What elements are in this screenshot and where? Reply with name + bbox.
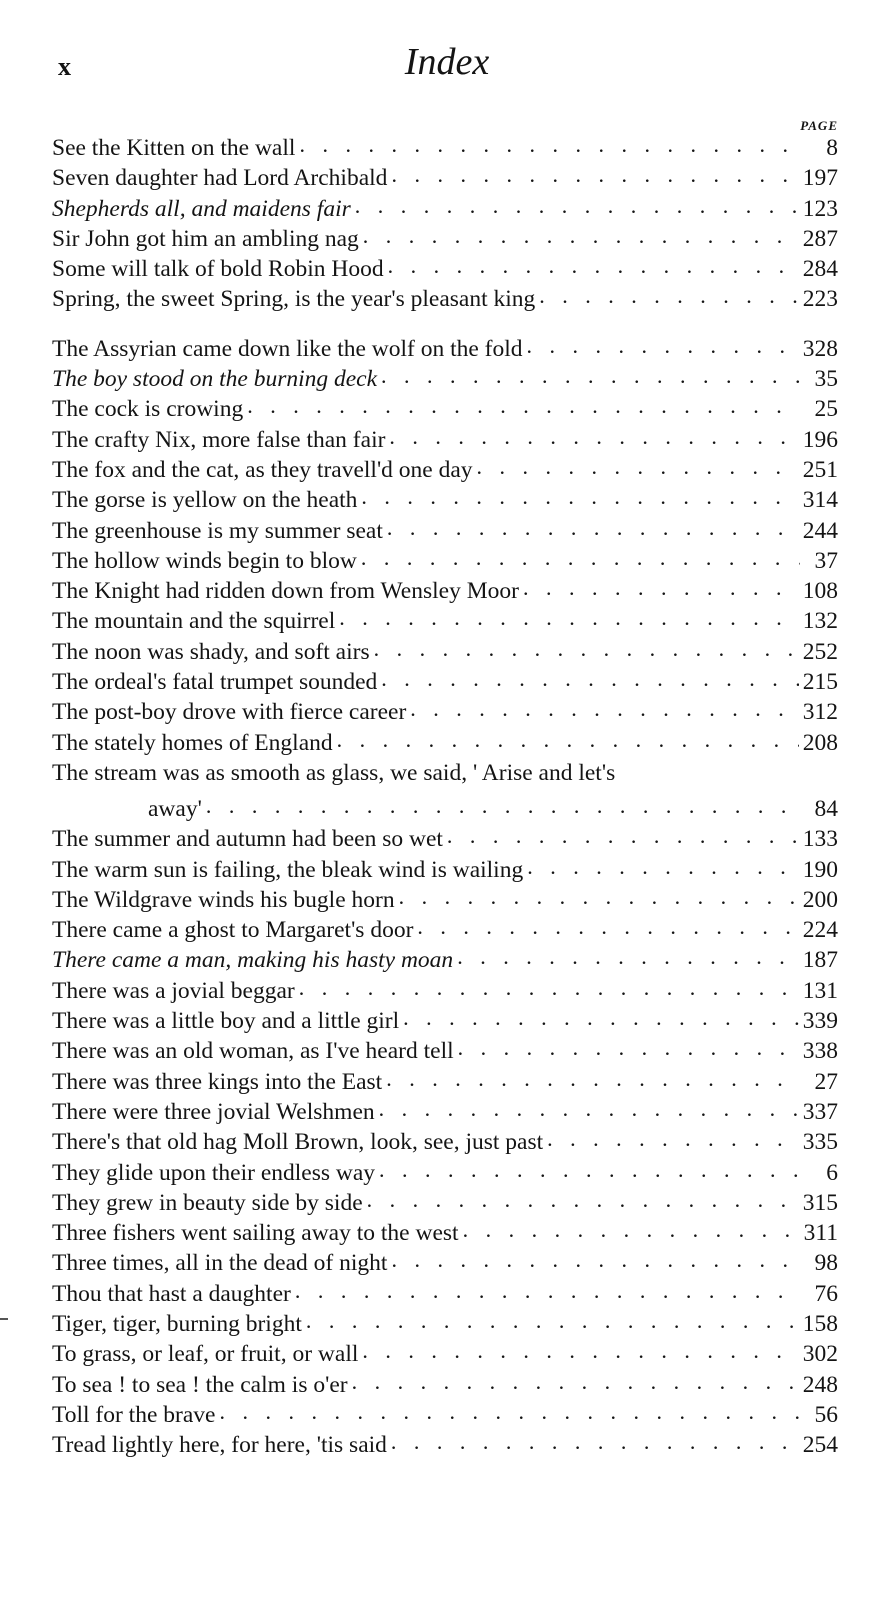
index-entry bbox=[52, 1368, 838, 1398]
entry-page: 76 bbox=[814, 1280, 838, 1307]
dot-leader bbox=[458, 1037, 799, 1065]
index-entry bbox=[52, 514, 838, 544]
entry-title: The fox and the cat, as they travell'd one day bbox=[52, 456, 473, 483]
entry-title: There's that old hag Moll Brown, look, see, just past bbox=[52, 1129, 544, 1156]
entry-title: The gorse is yellow on the heath bbox=[52, 487, 358, 514]
entry-page: 339 bbox=[802, 1008, 838, 1035]
index-entry bbox=[52, 575, 838, 605]
dot-leader bbox=[547, 1128, 799, 1156]
entry-page: 224 bbox=[802, 917, 838, 944]
dot-leader bbox=[295, 1280, 800, 1308]
entry-title: There was a jovial beggar bbox=[52, 977, 295, 1004]
entry-page: 108 bbox=[802, 578, 838, 605]
entry-page: 248 bbox=[802, 1371, 838, 1398]
index-entry bbox=[52, 1096, 838, 1126]
entry-page: 208 bbox=[802, 729, 838, 756]
entry-page: 314 bbox=[802, 487, 838, 514]
entry-title: Shepherds all, and maidens fair bbox=[52, 195, 351, 222]
page-column-header: PAGE bbox=[800, 118, 838, 133]
index-entry bbox=[52, 283, 838, 313]
dot-leader bbox=[379, 1098, 799, 1126]
index-entry bbox=[52, 192, 838, 222]
entry-title: The Wildgrave winds his bugle horn bbox=[52, 886, 395, 913]
dot-leader bbox=[389, 426, 798, 454]
entry-title: There were three jovial Welshmen bbox=[52, 1098, 375, 1125]
entry-page: 215 bbox=[802, 669, 838, 696]
dot-leader bbox=[388, 255, 799, 283]
entry-page: 244 bbox=[802, 517, 838, 544]
entry-page: 132 bbox=[802, 608, 838, 635]
entry-page: 190 bbox=[802, 856, 838, 883]
dot-leader bbox=[352, 1371, 799, 1399]
index-entry bbox=[52, 1247, 838, 1277]
entry-page: 37 bbox=[814, 547, 838, 574]
index-entry-continuation bbox=[52, 787, 838, 823]
dot-leader bbox=[527, 335, 799, 363]
entry-title: See the Kitten on the wall bbox=[52, 135, 296, 161]
entry-page: 6 bbox=[826, 1159, 838, 1186]
index-entry bbox=[52, 162, 838, 192]
entry-page: 302 bbox=[802, 1341, 838, 1368]
index-entry bbox=[52, 884, 838, 914]
index-entry bbox=[52, 726, 838, 756]
index-entry bbox=[52, 635, 838, 665]
entry-title: The stately homes of England bbox=[52, 729, 333, 756]
entry-page: 197 bbox=[802, 165, 838, 192]
index-entry bbox=[52, 132, 838, 162]
page-header bbox=[0, 40, 894, 90]
index-entry bbox=[52, 1005, 838, 1035]
entry-title: They grew in beauty side by side bbox=[52, 1189, 363, 1216]
entry-page: 25 bbox=[814, 396, 838, 423]
entry-page: 223 bbox=[802, 286, 838, 313]
dot-leader bbox=[367, 1189, 799, 1217]
index-entries bbox=[52, 132, 838, 1459]
dot-leader bbox=[361, 547, 800, 575]
entry-page: 335 bbox=[802, 1129, 838, 1156]
entry-page: 200 bbox=[802, 886, 838, 913]
entry-title: The summer and autumn had been so wet bbox=[52, 826, 443, 853]
index-entry bbox=[52, 974, 838, 1004]
dot-leader bbox=[339, 607, 799, 635]
entry-page: 98 bbox=[814, 1250, 838, 1277]
entry-page: 284 bbox=[802, 256, 838, 283]
index-entry bbox=[52, 666, 838, 696]
entry-title: Thou that hast a daughter bbox=[52, 1280, 291, 1307]
index-entry bbox=[52, 363, 838, 393]
entry-page: 252 bbox=[802, 638, 838, 665]
index-entry bbox=[52, 914, 838, 944]
entry-title: There came a man, making his hasty moan bbox=[52, 947, 454, 974]
entry-title: There was an old woman, as I've heard tell bbox=[52, 1038, 454, 1065]
index-entry bbox=[52, 757, 838, 787]
entry-title: The warm sun is failing, the bleak wind is wailing bbox=[52, 856, 524, 883]
index-entry bbox=[52, 1308, 838, 1338]
entry-title: Tiger, tiger, burning bright bbox=[52, 1310, 302, 1337]
entry-title: To grass, or leaf, or fruit, or wall bbox=[52, 1341, 359, 1368]
index-entry bbox=[52, 823, 838, 853]
index-entry bbox=[52, 1156, 838, 1186]
entry-page: 287 bbox=[802, 225, 838, 252]
index-entry bbox=[52, 393, 838, 423]
dot-leader bbox=[374, 638, 799, 666]
index-entry bbox=[52, 545, 838, 575]
entry-page: 158 bbox=[802, 1310, 838, 1337]
index-entry bbox=[52, 1187, 838, 1217]
index-entry bbox=[52, 944, 838, 974]
entry-title: The cock is crowing bbox=[52, 396, 244, 423]
entry-title: The crafty Nix, more false than fair bbox=[52, 426, 386, 453]
entry-title-continuation: away' bbox=[148, 795, 202, 822]
dot-leader bbox=[463, 1219, 800, 1247]
index-entry bbox=[52, 223, 838, 253]
entry-page: 196 bbox=[802, 426, 838, 453]
entry-page: 187 bbox=[802, 947, 838, 974]
page-title: Index bbox=[404, 41, 490, 83]
dot-leader bbox=[391, 1431, 799, 1459]
entry-title: Three fishers went sailing away to the west bbox=[52, 1220, 459, 1247]
entry-title: There was a little boy and a little girl bbox=[52, 1008, 400, 1035]
entry-title: To sea ! to sea ! the calm is o'er bbox=[52, 1371, 348, 1398]
entry-title: Toll for the brave bbox=[52, 1401, 216, 1428]
entry-title: There came a ghost to Margaret's door bbox=[52, 917, 414, 944]
entry-page: 56 bbox=[814, 1401, 838, 1428]
entry-title: The Assyrian came down like the wolf on the fold bbox=[52, 335, 523, 362]
dot-leader bbox=[379, 1159, 800, 1187]
entry-page: 133 bbox=[802, 826, 838, 853]
entry-page: 251 bbox=[802, 456, 838, 483]
entry-page: 328 bbox=[802, 335, 838, 362]
dot-leader bbox=[337, 729, 799, 757]
index-entry bbox=[52, 1035, 838, 1065]
entry-title: Some will talk of bold Robin Hood bbox=[52, 256, 384, 283]
dot-leader bbox=[219, 1401, 800, 1429]
entry-page: 311 bbox=[803, 1220, 838, 1247]
entry-title: The mountain and the squirrel bbox=[52, 608, 336, 635]
dot-leader bbox=[306, 1310, 799, 1338]
index-entry bbox=[52, 454, 838, 484]
index-entry bbox=[52, 1338, 838, 1368]
entry-page: 337 bbox=[802, 1098, 838, 1125]
dot-leader bbox=[299, 134, 800, 162]
dot-leader bbox=[363, 225, 799, 253]
index-entry bbox=[52, 605, 838, 635]
dot-leader bbox=[381, 668, 798, 696]
dot-leader bbox=[387, 517, 799, 545]
dot-leader bbox=[447, 825, 799, 853]
entry-title: Seven daughter had Lord Archibald bbox=[52, 165, 388, 192]
index-entry bbox=[52, 332, 838, 362]
dot-leader bbox=[539, 285, 798, 313]
margin-mark bbox=[0, 1318, 8, 1320]
entry-title: The ordeal's fatal trumpet sounded bbox=[52, 669, 378, 696]
dot-leader bbox=[299, 977, 799, 1005]
dot-leader bbox=[477, 456, 799, 484]
index-entry bbox=[52, 484, 838, 514]
entry-title: There was three kings into the East bbox=[52, 1068, 383, 1095]
index-entry bbox=[52, 423, 838, 453]
entry-title: The Knight had ridden down from Wensley Moor bbox=[52, 578, 519, 605]
entry-page: 131 bbox=[802, 977, 838, 1004]
entry-title: The stream was as smooth as glass, we said, ' Arise and let's bbox=[52, 759, 616, 786]
entry-title: The noon was shady, and soft airs bbox=[52, 638, 370, 665]
entry-title: The boy stood on the burning deck bbox=[52, 366, 378, 393]
entry-page: 315 bbox=[802, 1189, 838, 1216]
entry-page: 84 bbox=[814, 795, 838, 822]
dot-leader bbox=[381, 365, 800, 393]
index-entry bbox=[52, 253, 838, 283]
entry-title: The hollow winds begin to blow bbox=[52, 547, 357, 574]
dot-leader bbox=[361, 486, 798, 514]
entry-page: 27 bbox=[814, 1068, 838, 1095]
index-entry bbox=[52, 1429, 838, 1459]
entry-page: 35 bbox=[814, 366, 838, 393]
dot-leader bbox=[410, 698, 798, 726]
dot-leader bbox=[403, 1007, 799, 1035]
index-entry bbox=[52, 1277, 838, 1307]
dot-leader bbox=[417, 916, 798, 944]
entry-title: They glide upon their endless way bbox=[52, 1159, 376, 1186]
dot-leader bbox=[399, 886, 799, 914]
index-entry bbox=[52, 1217, 838, 1247]
entry-page: 254 bbox=[802, 1432, 838, 1459]
dot-leader bbox=[523, 577, 799, 605]
dot-leader bbox=[386, 1068, 800, 1096]
index-entry bbox=[52, 696, 838, 726]
index-entry bbox=[52, 853, 838, 883]
entry-page: 123 bbox=[802, 195, 838, 222]
entry-page: 312 bbox=[802, 699, 838, 726]
entry-title: Three times, all in the dead of night bbox=[52, 1250, 388, 1277]
dot-leader bbox=[206, 795, 800, 823]
dot-leader bbox=[391, 1249, 800, 1277]
entry-title: Tread lightly here, for here, 'tis said bbox=[52, 1432, 387, 1459]
page-number: x bbox=[58, 52, 69, 81]
index-entry bbox=[52, 1399, 838, 1429]
entry-title: Sir John got him an ambling nag bbox=[52, 225, 359, 252]
entry-page: 338 bbox=[802, 1038, 838, 1065]
entry-title: The greenhouse is my summer seat bbox=[52, 517, 383, 544]
entry-title: The post-boy drove with fierce career bbox=[52, 699, 407, 726]
entry-title: Spring, the sweet Spring, is the year's pleasant king bbox=[52, 286, 536, 313]
dot-leader bbox=[527, 856, 799, 884]
dot-leader bbox=[362, 1340, 798, 1368]
dot-leader bbox=[457, 946, 799, 974]
dot-leader bbox=[391, 164, 798, 192]
dot-leader bbox=[247, 395, 800, 423]
index-entry bbox=[52, 1126, 838, 1156]
index-entry bbox=[52, 1065, 838, 1095]
dot-leader bbox=[355, 195, 799, 223]
entry-page: 8 bbox=[826, 135, 838, 161]
